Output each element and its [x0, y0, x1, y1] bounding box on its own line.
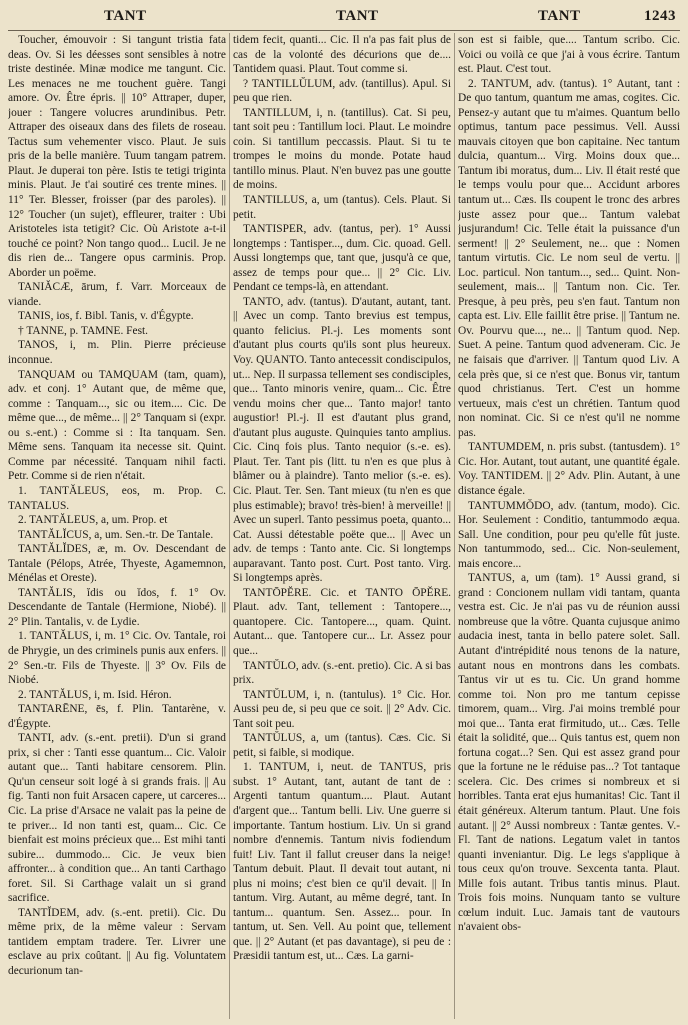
dictionary-entry: TANTĂLĬCUS, a, um. Sen.-tr. De Tantale.	[18, 528, 214, 541]
column-2	[233, 33, 451, 1019]
header-left-word: TANT	[104, 8, 147, 24]
dictionary-entry: TANTŬLUM, i, n. (tantulus). 1° Cic. Hor. Aussi peu de, si peu que ce soit. || 2° Adv. Cic. Tant soit peu.	[233, 688, 451, 730]
column-1	[8, 33, 226, 1019]
dictionary-entry: TANQUAM ou TAMQUAM (tam, quam), adv. et conj. 1° Autant que, de même que, comme : Tanquam..., sic ou item.... Cic. De même que..., de même... || 2° Tanquam si (expr. ou s.-ent.) : Comme si : Ita tanquam. Sen. Même sens. Tanquam ita necesse sit. Quint. Comme par nécessité. Tanquam nihil facti. Petr. Comme si de rien n'était.	[8, 368, 226, 483]
dictionary-entry: 1. TANTUM, i, neut. de TANTUS, pris subst. 1° Autant, tant, autant de tant de : Argenti tantum quantum.... Plaut. Autant d'argent que... Tantum belli. Liv. Une guerre si importante. Tantum hostium. Liv. Un si grand nombre d'ennemis. Tantum nivis fodiendum fuit! Liv. Tant il fallut creuser dans la neige! Tantum debuit. Plaut. Il devait tout autant, ni plus ni moins; c'est bien ce qu'il devait. || In tantum. Virg. Autant, au même degré, tant. In tantum... quantum. Sen. Assez... pour. In tantum, ut. Sen. Vell. Au point que, tellement que. || 2° Autant (et pas davantage), si peu de : Præsidii tantum est, ut... Cæs. La garni-	[233, 761, 451, 963]
dictionary-entry: TANTUMMŎDO, adv. (tantum, modo). Cic. Hor. Seulement : Conditio, tantummodo æqua. Sall. Une condition, pour peu qu'elle fût juste. Non tantummodo, sed... Cic. Non-seulement, mais encore...	[458, 499, 680, 570]
dictionary-entry: TANIS, ios, f. Bibl. Tanis, v. d'Égypte.	[18, 310, 194, 323]
column-rule	[454, 33, 455, 1019]
dictionary-entry: 1. TANTĂLEUS, eos, m. Prop. C. TANTALUS.	[8, 484, 226, 512]
running-header	[8, 6, 680, 31]
dictionary-entry: 2. TANTUM, adv. (tantus). 1° Autant, tant : De quo tantum, quantum me amas, cogites. Cic. Pensez-y autant que tu m'aimes. Quantum bello optimus, tantum pace pessimus. Vell. Aussi mauvais citoyen que bon capitaine. Nec tantum dulcia, quantum... Virg. Moins doux que... Tantum ibi moratus, dum... Liv. Il était resté que le temps voulu pour que... Accidunt arbores tantum ut... Cæs. Ils coupent le tronc des arbres juste assez pour que... Tantum valebat jusjurandum! Cic. Telle était la puissance d'un serment! || 2° Seulement, ne... que : Nomen tantum virtutis. Cic. Le nom seul de vertu. || Loc. particul. Non tantum..., sed... Quint. Non-seulement, mais... || Tantum non. Cic. Ter. Presque, à peu près, peu s'en faut. Tantum non capta est. Liv. Elle faillit être prise. || Tantum ne. Ov. Pourvu que..., ne... || Tantum quod. Nep. Suet. A peine. Tantum quod adveneram. Cic. Je ne faisais que d'arriver. || Tantum quod Liv. A cela près que, si ce n'est que. Bonus vir, tantum quod christianus. Tert. C'est un homme vertueux, mais c'est un chrétien. Tantum quod non nominat. Cic. Si ce n'est qu'il ne nomme pas.	[458, 77, 680, 439]
dictionary-entry: 1. TANTĂLUS, i, m. 1° Cic. Ov. Tantale, roi de Phrygie, un des criminels punis aux enfers. || 2° Sen.-tr. Fils de Thyeste. || 3° Ov. Fils de Niobé.	[8, 630, 226, 687]
dictionary-entry: TANOS, i, m. Plin. Pierre précieuse inconnue.	[8, 339, 226, 367]
dictionary-entry: TANTI, adv. (s.-ent. pretii). D'un si grand prix, si cher : Tanti esse quantum... Cic. Valoir autant que... Tanti habitare censorem. Plin. Qu'un censeur soit logé à si grands frais. || Au fig. Tanti non fuit Arsacen capere, ut carceres... Cic. La prise d'Arsace ne valait pas la peine de te priver... Id non tanti est, quam... Cic. Ce bienfait est moins précieux que... Est mihi tanti subire... dummodo... Cic. Je veux bien affronter... à condition que... An tanti Carthago foret. Sil. Si Carthage valait un si grand sacrifice.	[8, 732, 226, 905]
dictionary-entry: TANTO, adv. (tantus). D'autant, autant, tant. || Avec un comp. Tanto brevius est tempus, quanto felicius. Pl.-j. Les moments sont d'autant plus courts qu'ils sont plus heureux. Voy. QUANTO. Tanto antecessit condiscipulos, ut... Nep. Il surpassa tellement ses condisciples, que... Tanto minoris venire, quam... Cic. Être vendu moins cher que... Tanto major! tanto augustior! Pl.-j. Il est d'autant plus grand, d'autant plus auguste. Quinquies tanto amplius. Cic. Cinq fois plus. Tanto nequior (s.-e. es). Plaut. Ter. Tant pis (litt. tu n'en es que plus à blâmer ou à plaindre). Tanto melior (s.-e. es). Cic. Plaut. Ter. Sen. Tant mieux (tu n'en es que plus estimable); bravo! très-bien! à merveille! || Avec un superl. Tanto pessimus poeta, quanto... Cat. Aussi détestable poëte que... || Avec un adv. de temps : Tanto ante. Cic. Si longtemps auparavant. Tanto post. Curt. Post tanto. Virg. Si longtemps après.	[233, 295, 451, 585]
dictionary-entry: TANTŌPĔRE. Cic. et TANTO ŌPĔRE. Plaut. adv. Tant, tellement : Tantopere..., quantopere. Cic. Tantopere..., quam. Quint. Autant... que. Tantopere cur... Lr. Assez pour que...	[233, 586, 451, 657]
dictionary-entry: TANTARĒNE, ēs, f. Plin. Tantarène, v. d'Égypte.	[8, 703, 226, 730]
dictionary-entry: 2. TANTĂLEUS, a, um. Prop. et	[18, 514, 168, 527]
dictionary-entry: TANTILLUM, i, n. (tantillus). Cat. Si peu, tant soit peu : Tantillum loci. Plaut. Le moindre coin. Si tantillum peccassis. Plaut. Si tu te trompes le moins du monde. Potate haud tantillo minus. Plaut. N'en buvez pas une goutte de moins.	[233, 106, 451, 192]
column-3	[458, 33, 680, 1019]
dictionary-entry: TANTILLUS, a, um (tantus). Cels. Plaut. Si petit.	[233, 194, 451, 221]
dictionary-entry: Toucher, émouvoir : Si tangunt tristia fata deas. Ov. Si les déesses sont sensibles à notre triste destinée. Minæ modice me tangunt. Cic. Les menaces ne me touchent guère. Tangi amore. Ov. Être épris. || 10° Attraper, duper, jouer : Tangere volucres arundinibus. Petr. Attraper des oiseaux dans des filets de roseau. Tactus sum vehementer visco. Plaut. Je suis pris de la belle manière. Tuum tangam patrem. Plaut. Je duperai ton père. Istis te tetigi triginta minis. Plaut. Je t'ai soutiré ces trente mines. || 11° Ter. Blesser, froisser (par des paroles). || 12° Toucher (un sujet), effleurer, traiter : Ubi Aristoteles ista tetigit? Cic. Où Aristote a-t-il touché ce point? Non tango quod... Lucil. Je ne dis rien de... Tangere opus carminis. Prop. Aborder un poëme.	[8, 34, 226, 279]
header-right-word: TANT	[538, 8, 581, 24]
dictionary-entry: † TANNE, p. TAMNE. Fest.	[18, 324, 149, 337]
dictionary-entry: TANTUMDEM, n. pris subst. (tantusdem). 1° Cic. Hor. Autant, tout autant, une quantité égale. Voy. TANTIDEM. || 2° Adv. Plin. Autant, à une distance égale.	[458, 441, 680, 497]
dictionary-entry: TANTISPER, adv. (tantus, per). 1° Aussi longtemps : Tantisper..., dum. Cic. quoad. Gell. Aussi longtemps que, tant que, jusqu'à ce que, assez de temps pour que... || 2° Cic. Liv. Pendant ce temps-là, en attendant.	[233, 223, 451, 294]
dictionary-entry: TANTĂLĬDES, æ, m. Ov. Descendant de Tantale (Pélops, Atrée, Thyeste, Agamemnon, Ménélas et Oreste).	[8, 543, 226, 585]
dictionary-entry: TANIĂCÆ, ārum, f. Varr. Morceaux de viande.	[8, 281, 226, 308]
dictionary-entry: son est si faible, que.... Tantum scribo. Cic. Voici ou voilà ce que j'ai à vous écrire. Tantum est. Plaut. C'est tout.	[458, 34, 680, 76]
dictionary-entry: TANTŬLUS, a, um (tantus). Cæs. Cic. Si petit, si faible, si modique.	[233, 732, 451, 759]
text-columns	[8, 33, 680, 1019]
column-rule	[229, 33, 230, 1019]
dictionary-entry: ? TANTILLŬLUM, adv. (tantillus). Apul. Si peu que rien.	[233, 77, 451, 105]
dictionary-entry: TANTĬDEM, adv. (s.-ent. pretii). Cic. Du même prix, de la même valeur : Servam tantidem emptam tradere. Ter. Livrer une esclave au prix coûtant. || Au fig. Voluntatem decurionum tan-	[8, 906, 226, 977]
dictionary-entry: tidem fecit, quanti... Cic. Il n'a pas fait plus de cas de la volonté des décurions que de.... Tantidem quasi. Plaut. Tout comme si.	[233, 34, 451, 76]
page-number: 1243	[644, 8, 676, 24]
header-center-word: TANT	[336, 8, 379, 24]
dictionary-entry: TANTUS, a, um (tam). 1° Aussi grand, si grand : Concionem nullam vidi tantam, quanta vestra est. Cic. Je n'ai pas vu de réunion aussi nombreuse que la vôtre. Quanta cujusque animo audacia inest, tanta in bello patere solet. Sall. Autant d'intrépidité nous tenons de la nature, autant nous en montrons dans les combats. Tantus vir ut es tu. Cic. Un grand homme comme toi. Non pro me tantum cepisse timorem, quam... Virg. J'ai moins tremblé pour moi que... Tanta erat firmitudo, ut... Cæs. Telle était la solidité, que... Quis tantus est, quem non fortuna cogat...? Sen. Qui est assez grand pour que la fortune ne le réduise pas...? Tot tantaque scelera. Cic. Des crimes si nombreux et si horribles. Tanta erat ejus humanitas! Cic. Tant il était généreux. Alterum tantum. Plaut. Une fois autant. || 2° Aussi nombreux : Tantæ gentes. V.-Fl. Tant de nations. Legatum valet in tantos quanti inveniantur. Dig. Le legs s'applique à tous ceux qu'on trouve. Sexcenta tanta. Plaut. Mille fois autant. Tribus tantis minus. Plaut. Trois fois moins. Nunquam tanto se vulture cœlum induit. Luc. Jamais tant de vautours n'avaient obs-	[458, 572, 680, 934]
dictionary-entry: TANTŬLO, adv. (s.-ent. pretio). Cic. A si bas prix.	[233, 659, 451, 687]
dictionary-entry: TANTĂLIS, ĭdis ou ĭdos, f. 1° Ov. Descendante de Tantale (Hermione, Niobé). || 2° Plin. Tantalis, v. de Lydie.	[8, 586, 226, 628]
dictionary-entry: 2. TANTĂLUS, i, m. Isid. Héron.	[18, 688, 172, 701]
